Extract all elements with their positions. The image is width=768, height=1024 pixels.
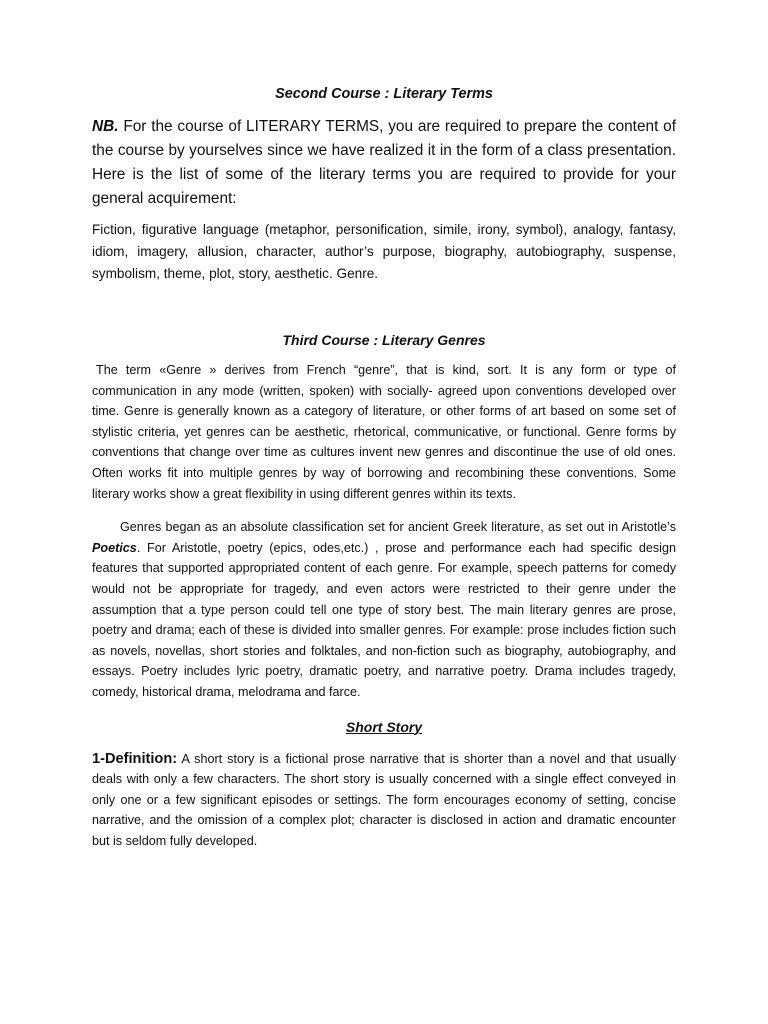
definition-label: 1-Definition: <box>92 750 178 767</box>
definition-paragraph <box>92 749 676 852</box>
page-content <box>92 86 676 851</box>
genre-paragraph-1: The term «Genre » derives from French “genre”, that is kind, sort. It is any form or type of communication in any mode (written, spoken) with socially- agreed upon conventions developed over time. Genre is generally known as a category of literature, or other forms of art based on some set of stylistic criteria, yet genres can be aesthetic, rhetorical, communicative, or functional. Genre forms by conventions that change over time as cultures invent new genres and discontinue the use of old ones. Often works fit into multiple genres by way of borrowing and recombining these conventions. Some literary works show a great flexibility in using different genres within its texts. <box>92 363 676 501</box>
genre-paragraph-2-start: Genres began as an absolute classification set for ancient Greek literature, as set out in Aristotle’s <box>120 520 676 535</box>
genre-paragraph-2-rest: . For Aristotle, poetry (epics, odes,etc.) , prose and performance each had specific design features that supported appropriated content of each genre. For example, speech patterns for comedy would not be appropriate for tragedy, and even actors were restricted to their genre under the assumption that a type person could tell one type of story best. The main literary genres are prose, poetry and drama; each of these is divided into smaller genres. For example: prose includes fiction such as novels, novellas, short stories and folktales, and non-fiction such as biography, autobiography, and essays. Poetry includes lyric poetry, dramatic poetry, and narrative poetry. Drama includes tragedy, comedy, historical drama, melodrama and farce. <box>92 540 676 699</box>
nb-label: NB. <box>92 118 119 135</box>
poetics-title: Poetics <box>92 540 137 555</box>
section-title-short-story: Short Story <box>345 718 423 735</box>
nb-text: For the course of LITERARY TERMS, you are required to prepare the content of the course by yourselves since we have realized it in the form of a class presentation. Here is the list of some of the literary terms you are required to provide for your general acquirement: <box>92 118 676 207</box>
section-title-literary-genres: Third Course : Literary Genres <box>282 332 486 348</box>
terms-paragraph: Fiction, figurative language (metaphor, personification, simile, irony, symbol), analogy, fantasy, idiom, imagery, allusion, character, author’s purpose, biography, autobiography, suspense, symbolism, theme, plot, story, aesthetic. Genre. <box>92 222 676 281</box>
genre-paragraph-2 <box>92 517 676 702</box>
section-title-literary-terms: Second Course : Literary Terms <box>275 86 493 102</box>
definition-text: A short story is a fictional prose narrative that is shorter than a novel and that usually deals with only a few characters. The short story is usually concerned with a single effect conveyed in only one or a few significant episodes or settings. The form encourages economy of setting, concise narrative, and the omission of a complex plot; character is disclosed in action and dramatic encounter but is seldom fully developed. <box>92 751 676 848</box>
nb-paragraph <box>92 115 676 211</box>
